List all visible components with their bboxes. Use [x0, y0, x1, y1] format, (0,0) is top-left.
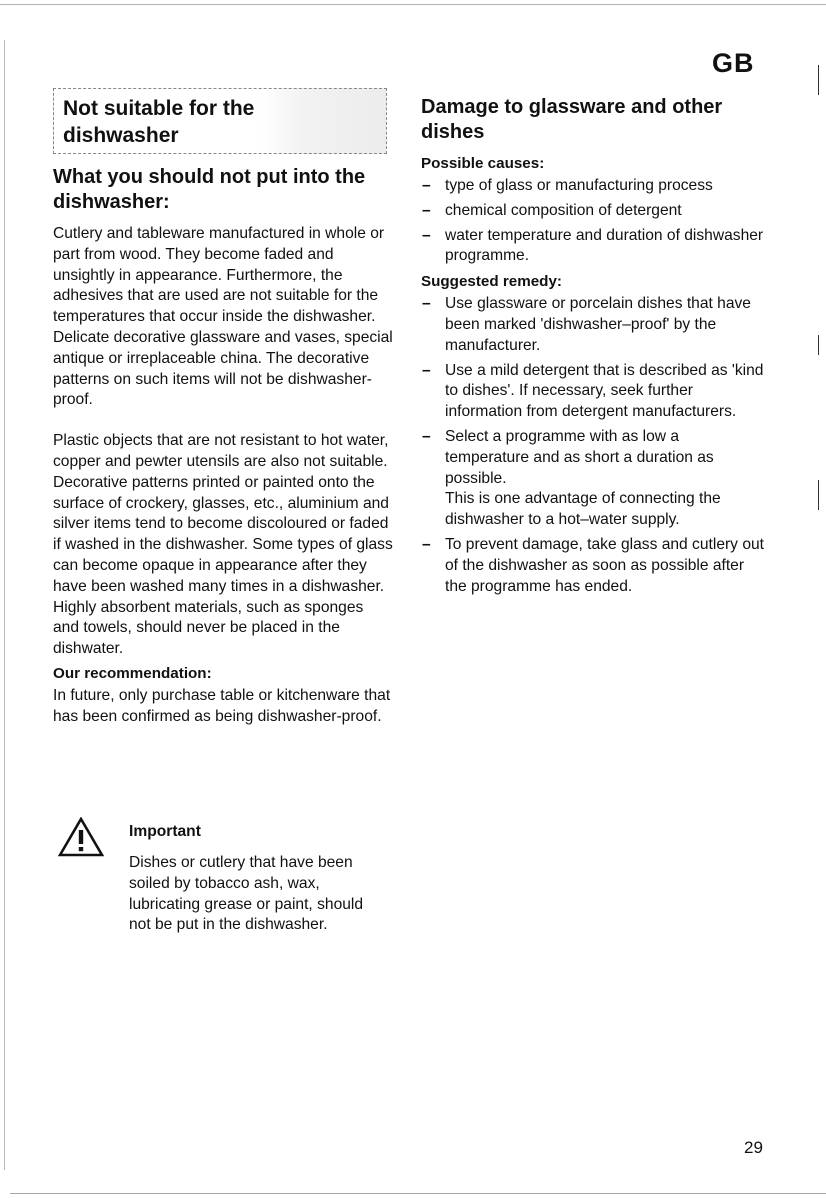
- recommendation-label: Our recommendation:: [53, 664, 212, 682]
- section-title: Not suitable for the dishwasher: [63, 97, 255, 147]
- warning-triangle-icon: [58, 817, 104, 857]
- scan-artifact-top: [0, 4, 826, 5]
- scan-artifact-left: [4, 40, 5, 1170]
- left-paragraph-2: Plastic objects that are not resistant to hot water, copper and pewter utensils are also not suitable. Decorative patterns printed or painted onto the surface of crockery, glasses, etc., aluminium and silver items tend to become discoloured or faded if washed in the dishwasher. Some types of glass can become opaque in appearance after they have been washed many times in a dishwasher. Highly absorbent materials, such as sponges and towels, should never be placed in the dishwater.: [53, 432, 393, 658]
- recommendation-text: In future, only purchase table or kitchenware that has been confirmed as being dishwasher-proof.: [53, 686, 391, 725]
- right-column: [421, 95, 766, 601]
- remedy-note: This is one advantage of connecting the dishwasher to a hot–water supply.: [445, 490, 721, 529]
- warning-text: Dishes or cutlery that have been soiled by tobacco ash, wax, lubricating grease or paint, should not be put in the dishwasher.: [129, 854, 364, 934]
- left-heading: What you should not put into the dishwasher:: [53, 166, 366, 213]
- section-title-box: [53, 88, 387, 154]
- list-item: – Use a mild detergent that is described as 'kind to dishes'. If necessary, seek further information from detergent manufacturers.: [422, 361, 764, 421]
- causes-list: [421, 176, 766, 267]
- page-number: 29: [744, 1138, 763, 1157]
- scan-artifact-right-a: [818, 65, 819, 95]
- list-item: – To prevent damage, take glass and cutlery out of the dishwasher as soon as possible after the programme has ended.: [422, 535, 764, 595]
- scan-artifact-right-b: [818, 335, 819, 355]
- language-tag: GB: [712, 48, 755, 78]
- causes-label: Possible causes:: [421, 155, 545, 172]
- list-item: – water temperature and duration of dishwasher programme.: [422, 226, 764, 265]
- list-item: – type of glass or manufacturing process: [422, 177, 713, 194]
- warning-label: Important: [129, 823, 201, 840]
- remedies-list: [421, 294, 766, 597]
- list-item: – chemical composition of detergent: [422, 201, 682, 219]
- left-column: [53, 165, 393, 728]
- list-item: – Use glassware or porcelain dishes that have been marked 'dishwasher–proof' by the manufacturer.: [422, 295, 751, 354]
- scan-artifact-right-c: [818, 480, 819, 510]
- remedy-label: Suggested remedy:: [421, 273, 562, 291]
- scan-artifact-bottom: [10, 1193, 826, 1194]
- left-paragraph-1: Cutlery and tableware manufactured in whole or part from wood. They become faded and unsightly in appearance. Furthermore, the adhesives that are used are not suitable for the temperatures that occur inside the dishwasher. Delicate decorative glassware and vases, special antique or irreplaceable china. The decorative patterns on such items will not be dishwasher-proof.: [53, 225, 393, 409]
- list-item: – Select a programme with as low a temperature and as short a duration as possible. This is one advantage of connecting the dishwasher to a hot–water supply.: [422, 427, 721, 529]
- right-heading: Damage to glassware and other dishes: [421, 96, 723, 143]
